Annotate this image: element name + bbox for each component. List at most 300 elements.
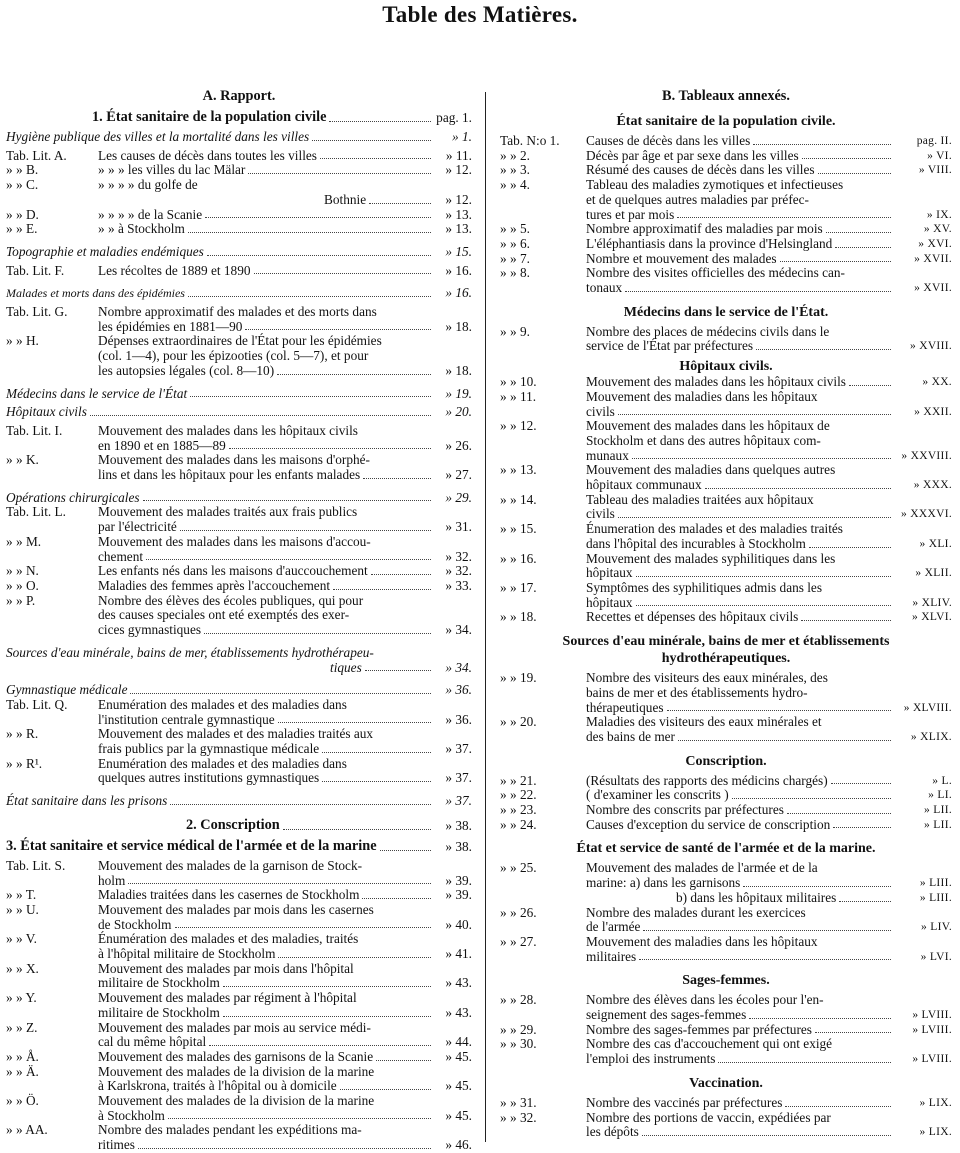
toc-text: les dépôts — [586, 1124, 639, 1140]
toc-page: » XLIX. — [910, 730, 952, 743]
annex-entry — [500, 522, 952, 537]
toc-text: à Karlskrona, traités à l'hôpital ou à domicile — [98, 1078, 337, 1094]
toc-text: Nombre des visiteurs des eaux minérales, des — [586, 670, 828, 686]
toc-entry-cont — [6, 520, 472, 535]
toc-text: Les récoltes de 1889 et 1890 — [98, 262, 251, 278]
toc-text: Tableau des maladies traitées aux hôpitaux — [586, 491, 814, 507]
toc-entry — [6, 178, 472, 193]
toc-label: » » Å. — [6, 1048, 39, 1064]
toc-text: frais publics par la gymnastique médicale — [98, 741, 320, 757]
annex-entry — [500, 325, 952, 340]
toc-label: » » 4. — [500, 177, 530, 193]
annex-entry-cont — [500, 596, 952, 611]
toc-entry — [6, 579, 472, 594]
toc-page: » LVIII. — [912, 1009, 952, 1022]
toc-page: » 18. — [445, 362, 472, 378]
toc-label: » » AA. — [6, 1122, 48, 1138]
toc-text: hôpitaux — [586, 594, 633, 610]
toc-label: » » 24. — [500, 816, 537, 832]
toc-label: » » 18. — [500, 609, 537, 625]
toc-text: des bains de mer — [586, 728, 675, 744]
toc-label: » » 9. — [500, 323, 530, 339]
toc-label: » » N. — [6, 563, 39, 579]
toc-text: Mouvement des malades de l'armée et de la — [586, 860, 818, 876]
toc-text: tonaux — [586, 280, 623, 296]
toc-entry-cont — [6, 874, 472, 889]
toc-page: » 12. — [445, 191, 472, 207]
toc-label: » » M. — [6, 533, 42, 549]
toc-text: dans l'hôpital des incurables à Stockholm — [586, 535, 806, 551]
toc-entry — [6, 130, 472, 145]
toc-entry-cont — [6, 976, 472, 991]
toc-label: » » D. — [6, 206, 39, 222]
toc-text: Nombre des malades pendant les expéditions ma- — [98, 1122, 362, 1138]
toc-label: » » 25. — [500, 860, 537, 876]
toc-label: » » 22. — [500, 787, 537, 803]
annex-entry-cont — [500, 730, 952, 745]
toc-text: cal du même hôpital — [98, 1034, 207, 1050]
toc-text: les épidémies en 1881—90 — [98, 318, 243, 334]
toc-page: » XV. — [923, 223, 952, 236]
toc-page: » 13. — [445, 221, 472, 237]
toc-page: » XXXVI. — [901, 508, 952, 521]
toc-entry-cont — [6, 623, 472, 638]
toc-label: » » 30. — [500, 1036, 537, 1052]
toc-text: Sources d'eau minérale, bains de mer, établissements hydrothérapeu- — [6, 644, 374, 660]
toc-entry — [6, 757, 472, 772]
toc-label: » » 27. — [500, 933, 537, 949]
toc-section-title: 3. État sanitaire et service médical de l'armée et de la marine — [6, 837, 377, 854]
toc-text: Mouvement des maladies dans les hôpitaux — [586, 933, 818, 949]
toc-text: Stockholm et dans des autres hôpitaux com- — [586, 432, 821, 448]
toc-label: » » 20. — [500, 714, 537, 730]
annex-entry — [500, 163, 952, 178]
toc-page: » XVII. — [914, 252, 952, 265]
toc-page: » LVIII. — [912, 1053, 952, 1066]
toc-text: Gymnastique médicale — [6, 682, 128, 698]
toc-text: Énumeration des malades et des maladies traités — [586, 521, 843, 537]
toc-page: » XVII. — [914, 282, 952, 295]
toc-text: Mouvement des malades de la division de la marine — [98, 1063, 375, 1079]
annex-entry — [500, 861, 952, 876]
section-heading: Conscription. — [685, 753, 767, 769]
toc-page: » 37. — [445, 770, 472, 786]
annex-entry — [500, 552, 952, 567]
toc-label: Tab. Lit. S. — [6, 857, 66, 873]
toc-page: » 20. — [445, 404, 472, 420]
toc-page: » XLIV. — [912, 596, 952, 609]
toc-text: seignement des sages-femmes — [586, 1007, 747, 1023]
toc-text: Mouvement des malades par mois dans les casernes — [98, 901, 374, 917]
annex-entry — [500, 463, 952, 478]
toc-label: » » E. — [6, 221, 38, 237]
annex-entry — [500, 818, 952, 833]
annex-entry — [500, 1037, 952, 1052]
toc-text: Mouvement des malades par mois au service médi- — [98, 1019, 371, 1035]
toc-label: » » R¹. — [6, 755, 43, 771]
toc-page: » 37. — [445, 741, 472, 757]
toc-page: » 45. — [445, 1078, 472, 1094]
toc-entry — [6, 594, 472, 609]
toc-label: » » 3. — [500, 162, 530, 178]
toc-text: à Stockholm — [98, 1107, 165, 1123]
toc-text: Causes d'exception du service de conscription — [586, 816, 831, 832]
annex-entry-cont — [500, 686, 952, 701]
toc-entry — [6, 991, 472, 1006]
toc-text: l'emploi des instruments — [586, 1051, 716, 1067]
toc-page: » 32. — [445, 563, 472, 579]
toc-label: » » H. — [6, 333, 39, 349]
toc-entry — [6, 305, 472, 320]
toc-page: » 45. — [445, 1107, 472, 1123]
annex-entry-cont — [500, 566, 952, 581]
toc-text: les autopsies légales (col. 8—10) — [98, 362, 275, 378]
toc-text: civils — [586, 506, 615, 522]
toc-page: » XVIII. — [910, 340, 952, 353]
annex-entry — [500, 935, 952, 950]
toc-label: » » 10. — [500, 374, 537, 390]
toc-page: » 45. — [445, 1048, 472, 1064]
toc-text: » » à Stockholm — [98, 221, 185, 237]
toc-text: chement — [98, 548, 144, 564]
toc-entry — [6, 1094, 472, 1109]
toc-page: » 1. — [452, 129, 472, 144]
toc-text: militaire de Stockholm — [98, 1004, 220, 1020]
toc-text: Mouvement des malades dans les maisons d'accou- — [98, 533, 371, 549]
toc-text: et de quelques autres maladies par préfec- — [586, 191, 809, 207]
toc-label: » » 14. — [500, 491, 537, 507]
toc-text: bains de mer et des établissements hydro- — [586, 684, 808, 700]
toc-page: » 43. — [445, 1004, 472, 1020]
toc-label: » » 21. — [500, 772, 537, 788]
toc-entry — [6, 1123, 472, 1138]
toc-text: Mouvement des malades et des maladies traités aux — [98, 726, 374, 742]
toc-text: Mouvement des malades par régiment à l'hôpital — [98, 990, 357, 1006]
toc-label: » » 26. — [500, 904, 537, 920]
section-heading: Hôpitaux civils. — [679, 359, 773, 375]
toc-entry-cont — [6, 1109, 472, 1124]
toc-text: Opérations chirurgicales — [6, 489, 140, 505]
toc-text: holm — [98, 872, 126, 888]
toc-text: b) dans les hôpitaux militaires — [676, 889, 837, 905]
toc-page: » VIII. — [918, 164, 952, 177]
toc-text: » » » les villes du lac Mälar — [98, 162, 246, 178]
annex-entry-cont — [500, 701, 952, 716]
column-divider — [485, 92, 486, 1142]
toc-text: tures et par mois — [586, 206, 675, 222]
toc-label: » » 31. — [500, 1094, 537, 1110]
annex-entry — [500, 1023, 952, 1038]
toc-entry — [6, 245, 472, 260]
toc-page: » 13. — [445, 206, 472, 222]
toc-text: Les enfants nés dans les maisons d'auccouchement — [98, 563, 368, 579]
toc-page: » 16. — [445, 285, 472, 301]
toc-entry — [6, 646, 472, 661]
annex-entry — [500, 581, 952, 596]
toc-page: » LIII. — [919, 891, 952, 904]
toc-entry — [6, 1065, 472, 1080]
toc-section-title: 2. Conscription — [186, 816, 280, 833]
toc-page: » 32. — [445, 548, 472, 564]
toc-page: » 39. — [445, 887, 472, 903]
toc-label: » » 6. — [500, 235, 530, 251]
toc-text: Causes de décès dans les villes — [586, 133, 751, 148]
toc-text: Tableau des maladies zymotiques et infectieuses — [586, 177, 844, 193]
toc-page: » XXII. — [914, 405, 952, 418]
toc-text: des causes speciales ont eté exemptés des exer- — [98, 607, 350, 623]
annex-entry-cont — [500, 537, 952, 552]
toc-page: » XXX. — [913, 479, 952, 492]
toc-page: » LIX. — [919, 1096, 952, 1109]
toc-entry — [6, 334, 472, 349]
toc-text: militaire de Stockholm — [98, 975, 220, 991]
annex-entry-cont — [500, 891, 952, 906]
toc-entry — [6, 149, 472, 164]
toc-entry — [6, 505, 472, 520]
annex-entry — [500, 134, 952, 149]
toc-label: » » K. — [6, 452, 39, 468]
section-heading: Vaccination. — [689, 1075, 763, 1091]
annex-entry-cont — [500, 1052, 952, 1067]
toc-entry — [6, 163, 472, 178]
toc-page: » LII. — [924, 818, 952, 831]
toc-text: Nombre et mouvement des malades — [586, 250, 777, 266]
toc-label: Tab. Lit. A. — [6, 147, 67, 163]
toc-text: service de l'État par préfectures — [586, 338, 754, 354]
toc-text: Mouvement des maladies dans quelques autres — [586, 462, 836, 478]
toc-page: » 15. — [445, 243, 472, 259]
toc-page: » IX. — [926, 208, 952, 221]
toc-page: pag. II. — [916, 135, 952, 147]
toc-page: » 34. — [445, 622, 472, 638]
toc-page: » XLI. — [919, 537, 952, 550]
toc-label: Tab. Lit. G. — [6, 304, 68, 320]
toc-text: Mouvement des malades syphilitiques dans les — [586, 550, 836, 566]
toc-label: Tab. Lit. Q. — [6, 696, 68, 712]
annex-entry-cont — [500, 507, 952, 522]
toc-label: » » Y. — [6, 990, 37, 1006]
toc-entry-cont — [6, 439, 472, 454]
toc-label: Tab. Lit. I. — [6, 422, 63, 438]
toc-label: » » 28. — [500, 992, 537, 1008]
toc-text: civils — [586, 403, 615, 419]
toc-entry — [6, 903, 472, 918]
annex-entry-cont — [500, 434, 952, 449]
toc-page: » 38. — [445, 838, 472, 854]
toc-text: Maladies traitées dans les casernes de Stockholm — [98, 887, 360, 903]
toc-page: » 16. — [445, 262, 472, 278]
toc-entry-cont — [6, 320, 472, 335]
toc-label: » » 15. — [500, 521, 537, 537]
toc-entry — [6, 683, 472, 698]
toc-page: » 38. — [445, 817, 472, 833]
toc-entry-cont — [6, 771, 472, 786]
annex-entry — [500, 610, 952, 625]
toc-page: » 34. — [445, 659, 472, 675]
section-heading: État sanitaire de la population civile. — [616, 114, 836, 129]
toc-entry-cont — [6, 713, 472, 728]
annex-entry — [500, 788, 952, 803]
toc-entry — [6, 698, 472, 713]
toc-text: Nombre des visites officielles des médecins can- — [586, 265, 845, 281]
toc-entry-cont — [6, 947, 472, 962]
toc-text: Nombre des places de médecins civils dans le — [586, 323, 830, 339]
toc-entry-cont — [6, 1079, 472, 1094]
toc-page: » 36. — [445, 682, 472, 698]
toc-page: » LVIII. — [912, 1023, 952, 1036]
toc-text: Hôpitaux civils — [6, 404, 87, 420]
toc-text: » » » » du golfe de — [98, 177, 198, 193]
toc-text: (Résultats des rapports des médicins chargés) — [586, 772, 828, 788]
toc-text: Mouvement des malades traités aux frais publics — [98, 504, 358, 520]
toc-label: » » 11. — [500, 388, 537, 404]
annex-entry-cont — [500, 405, 952, 420]
toc-text: Médecins dans le service de l'État — [6, 385, 188, 401]
toc-label: » » Ö. — [6, 1093, 39, 1109]
toc-section-title: 1. État sanitaire de la population civile — [92, 109, 327, 125]
toc-page: » 39. — [445, 872, 472, 888]
toc-entry — [6, 794, 472, 809]
toc-page: » 19. — [445, 385, 472, 401]
toc-label: Tab. N:o 1. — [500, 133, 560, 148]
toc-label: » » 32. — [500, 1109, 537, 1125]
toc-label: » » O. — [6, 577, 39, 593]
toc-entry — [6, 932, 472, 947]
toc-text: » » » » de la Scanie — [98, 206, 203, 222]
toc-entry-cont — [6, 468, 472, 483]
toc-text: Les causes de décès dans toutes les villes — [98, 147, 317, 163]
toc-text: Topographie et maladies endémiques — [6, 243, 204, 259]
toc-label: » » 17. — [500, 579, 537, 595]
toc-page: » XVI. — [918, 237, 952, 250]
toc-text: militaires — [586, 948, 637, 964]
toc-page: » XX. — [922, 376, 952, 389]
toc-label: » » 19. — [500, 670, 537, 686]
toc-text: Mouvement des malades dans les maisons d'orphé- — [98, 452, 370, 468]
toc-text: Enumération des malades et des maladies dans — [98, 755, 347, 771]
toc-section — [6, 838, 472, 855]
toc-label: » » 29. — [500, 1021, 537, 1037]
annex-entry — [500, 375, 952, 390]
annex-entry — [500, 671, 952, 686]
annex-entry-cont — [500, 449, 952, 464]
toc-entry-cont — [6, 661, 472, 676]
toc-page: » XLVI. — [911, 611, 952, 624]
toc-page: » LI. — [928, 789, 952, 802]
toc-label: » » 7. — [500, 250, 530, 266]
annex-entry-cont — [500, 281, 952, 296]
toc-text: Malades et morts dans des épidémies — [6, 286, 185, 301]
toc-text: de Stockholm — [98, 916, 172, 932]
toc-text: quelques autres institutions gymnastiques — [98, 770, 320, 786]
rapport-heading: A. Rapport. — [202, 88, 276, 104]
toc-page: » LIII. — [919, 877, 952, 890]
annex-entry — [500, 266, 952, 281]
toc-entry-cont — [6, 742, 472, 757]
toc-label: Tab. Lit. L. — [6, 504, 66, 520]
toc-entry — [6, 962, 472, 977]
toc-label: » » B. — [6, 162, 39, 178]
toc-page: » 40. — [445, 916, 472, 932]
toc-text: l'institution centrale gymnastique — [98, 711, 275, 727]
toc-text: Mouvement des malades de la division de la marine — [98, 1093, 375, 1109]
toc-label: » » 8. — [500, 265, 530, 281]
toc-page: » 26. — [445, 437, 472, 453]
toc-label: » » 23. — [500, 802, 537, 818]
annex-entry — [500, 774, 952, 789]
rapport-column — [6, 88, 472, 1153]
toc-page: » 36. — [445, 711, 472, 727]
toc-page: » LII. — [924, 804, 952, 817]
toc-label: » » C. — [6, 177, 39, 193]
annexes-column — [500, 88, 952, 1140]
toc-label: » » Z. — [6, 1019, 38, 1035]
toc-text: hôpitaux — [586, 565, 633, 581]
toc-text: par l'électricité — [98, 519, 177, 535]
toc-page: » 11. — [445, 147, 472, 163]
toc-page: » 44. — [445, 1034, 472, 1050]
toc-label: » » 5. — [500, 221, 530, 237]
toc-entry — [6, 1050, 472, 1065]
toc-entry — [6, 453, 472, 468]
toc-entry — [6, 1021, 472, 1036]
toc-text: Nombre des sages-femmes par préfectures — [586, 1021, 812, 1037]
toc-entry — [6, 286, 472, 301]
section-heading: Médecins dans le service de l'État. — [623, 304, 829, 320]
annex-entry — [500, 715, 952, 730]
toc-section — [6, 817, 472, 834]
toc-page: » 41. — [445, 946, 472, 962]
toc-page: » XLII. — [915, 567, 952, 580]
section-heading: État et service de santé de l'armée et de la marine. — [576, 841, 876, 857]
toc-text: Nombre des malades durant les exercices — [586, 904, 806, 920]
toc-entry — [6, 424, 472, 439]
annex-entry — [500, 149, 952, 164]
toc-text: Mouvement des malades dans les hôpitaux civils — [586, 374, 846, 390]
toc-label: » » 2. — [500, 147, 530, 163]
toc-text: Résumé des causes de décès dans les villes — [586, 162, 815, 178]
toc-text: Nombre approximatif des malades et des morts dans — [98, 304, 377, 320]
annex-entry — [500, 237, 952, 252]
toc-text: Mouvement des malades par mois dans l'hôpital — [98, 960, 354, 976]
toc-text: Enumération des malades et des maladies dans — [98, 696, 347, 712]
annex-entry-cont — [500, 1125, 952, 1140]
toc-text: Nombre des portions de vaccin, expédiées par — [586, 1109, 831, 1125]
toc-text: Nombre approximatif des maladies par mois — [586, 221, 823, 237]
toc-entry — [6, 208, 472, 223]
annex-entry — [500, 1111, 952, 1126]
toc-text: Mouvement des malades des garnisons de la Scanie — [98, 1048, 374, 1064]
section-heading: Sages-femmes. — [682, 973, 770, 989]
toc-section — [6, 109, 472, 126]
toc-text: Mouvement des malades dans les hôpitaux de — [586, 418, 830, 434]
toc-text: L'éléphantiasis dans la province d'Helsingland — [586, 235, 833, 251]
toc-text: (col. 1—4), pour les épizooties (col. 5—7), et pour — [98, 348, 369, 364]
toc-label: » » V. — [6, 931, 37, 947]
toc-entry — [6, 387, 472, 402]
toc-text: à l'hôpital militaire de Stockholm — [98, 946, 276, 962]
annex-entry-cont — [500, 478, 952, 493]
toc-entry-cont — [6, 1035, 472, 1050]
annex-entry — [500, 493, 952, 508]
toc-text: Maladies des femmes après l'accouchement — [98, 577, 331, 593]
toc-text: Nombre des vaccinés par préfectures — [586, 1094, 783, 1110]
toc-text: Bothnie — [324, 191, 367, 207]
toc-text: Mouvement des malades dans les hôpitaux civils — [98, 422, 358, 438]
toc-text: Maladies des visiteurs des eaux minérales et — [586, 714, 822, 730]
toc-page: » 46. — [445, 1137, 472, 1153]
annex-entry-cont — [500, 876, 952, 891]
